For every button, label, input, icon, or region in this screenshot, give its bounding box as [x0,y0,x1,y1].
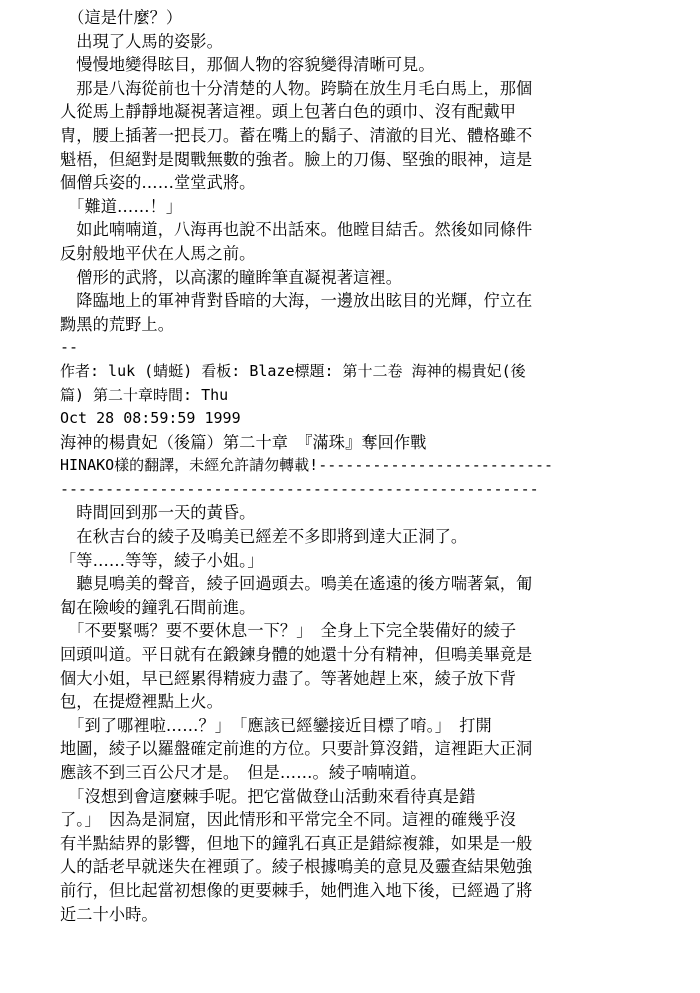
text-line: 近二十小時。 [60,904,158,924]
text-line: 「到了哪裡啦……？」 「應該已經鑾接近目標了唷。」 打開 [60,715,492,735]
text-line: 時間回到那一天的黃昏。 [60,503,256,523]
text-line: 了。」 因為是洞窟，因此情形和平常完全不同。這裡的確幾乎沒 [60,810,517,830]
text-line: 慢慢地變得眩目，那個人物的容貌變得清晰可見。 [60,55,435,75]
text-line: 人的話老早就迷失在裡頭了。綾子根據鳴美的意見及靈查結果勉強 [60,857,533,877]
text-line: 「等……等等，綾子小姐。」 [60,550,264,570]
text-line: 地圖，綾子以羅盤確定前進的方位。只要計算沒錯，這裡距大正洞 [60,739,533,759]
text-line: 人從馬上靜靜地凝視著這裡。頭上包著白色的頭巾、沒有配戴甲 [60,102,517,122]
text-line: 篇) 第二十章時間: Thu [60,385,229,404]
text-line: 「不要緊嗎？要不要休息一下？」 全身上下完全裝備好的綾子 [60,621,517,641]
text-line: 反射般地平伏在人馬之前。 [60,243,256,263]
text-line: 「沒想到會這麼棘手呢。把它當做登山活動來看待真是錯 [60,786,476,806]
text-line: 聽見鳴美的聲音，綾子回過頭去。鳴美在遙遠的後方喘著氣，匍 [60,574,533,594]
text-line: 如此喃喃道，八海再也說不出話來。他瞠目結舌。然後如同條件 [60,220,533,240]
text-line: 冑，腰上插著一把長刀。蓄在嘴上的鬍子、清澈的目光、體格雖不 [60,125,533,145]
text-line: 回頭叫道。平日就有在鍛鍊身體的她還十分有精神，但鳴美畢竟是 [60,645,533,665]
text-line: 黝黑的荒野上。 [60,314,175,334]
text-line: 個僧兵姿的……堂堂武將。 [60,173,256,193]
text-line: 在秋吉台的綾子及鳴美已經差不多即將到達大正洞了。 [60,527,468,547]
text-line: 有半點結界的影響，但地下的鐘乳石真正是錯綜複雜，如果是一般 [60,833,533,853]
text-line: 出現了人馬的姿影。 [60,31,223,51]
text-line: HINAKO樣的翻譯，未經允許請勿轉載!-------------------------- [60,456,554,475]
text-line: ----------------------------------------------------- [60,479,539,498]
text-line: 降臨地上的軍神背對昏暗的大海，一邊放出眩目的光輝，佇立在 [60,291,533,311]
text-line: Oct 28 08:59:59 1999 [60,409,241,428]
text-line: -- [60,338,79,357]
text-line: 前行，但比起當初想像的更要棘手，她們進入地下後，已經過了將 [60,880,533,900]
text-line: 海神的楊貴妃（後篇）第二十章 『滿珠』奪回作戰 [60,432,427,452]
text-line: （這是什麼？） [60,8,183,27]
text-line: 包，在提燈裡點上火。 [60,692,223,712]
text-line: 應該不到三百公尺才是。 但是……。綾子喃喃道。 [60,763,427,782]
text-line: 那是八海從前也十分清楚的人物。跨騎在放生月毛白馬上，那個 [60,78,533,98]
text-line: 匐在險峻的鐘乳石間前進。 [60,597,256,617]
text-line: 個大小姐，早已經累得精疲力盡了。等著她趕上來，綾子放下背 [60,668,517,688]
text-line: 僧形的武將，以高潔的瞳眸筆直凝視著這裡。 [60,267,403,287]
text-line: 「難道……！」 [60,196,183,216]
text-line: 魁梧，但絕對是閱戰無數的強者。臉上的刀傷、堅強的眼神，這是 [60,149,533,169]
text-line: 作者: luk (蜻蜓) 看板: Blaze標題: 第十二卷 海神的楊貴妃(後 [60,361,526,380]
